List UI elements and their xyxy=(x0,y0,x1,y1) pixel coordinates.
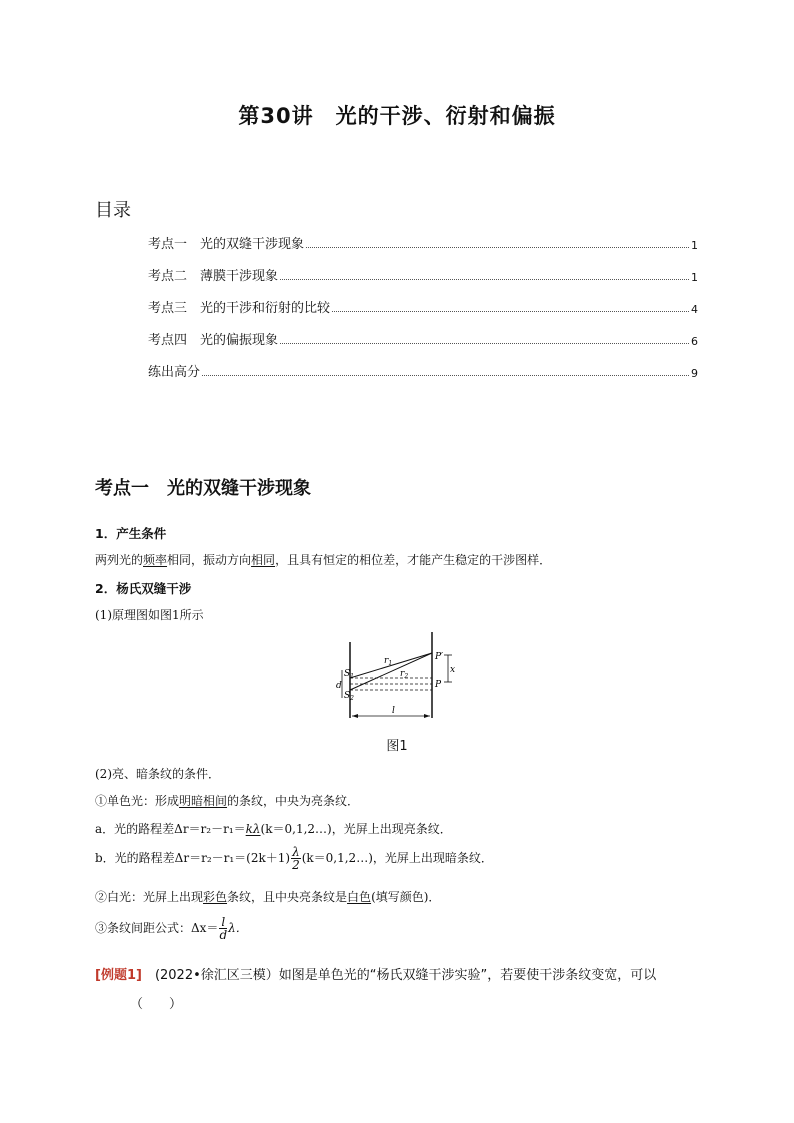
toc-item[interactable] xyxy=(148,298,698,316)
answer-blank: 频率 xyxy=(143,553,168,567)
label-s1: $S_1$ xyxy=(344,669,354,680)
text: 条纹，且中央亮条纹是 xyxy=(227,890,348,904)
text: 相同，振动方向 xyxy=(167,553,252,567)
toc-item-page: 1 xyxy=(691,271,698,284)
toc-heading: 目录 xyxy=(95,200,131,221)
toc-item-page: 6 xyxy=(691,335,698,348)
text: a．光的路程差Δr＝r₂－r₁＝ xyxy=(95,822,246,836)
subsection-title: 2．杨氏双缝干涉 xyxy=(95,581,192,596)
label-p-prime: P′ xyxy=(435,652,444,662)
toc-leader xyxy=(280,343,689,344)
numerator: l xyxy=(221,915,226,929)
paragraph-white xyxy=(95,888,440,905)
toc-item[interactable] xyxy=(148,330,698,348)
ray-r2 xyxy=(350,653,432,690)
paragraph-spacing xyxy=(95,916,248,941)
answer-blank: 相同 xyxy=(251,553,276,567)
label-s2: $S_2$ xyxy=(344,691,354,702)
page-title: 第30讲 光的干涉、衍射和偏振 xyxy=(238,104,556,128)
toc-leader xyxy=(202,375,689,376)
label-d: d xyxy=(336,681,342,691)
paragraph: (1)原理图如图1所示 xyxy=(95,608,204,622)
denominator: 2 xyxy=(292,858,300,872)
toc-leader xyxy=(306,247,689,248)
label-r2: $r_2$ xyxy=(400,669,409,680)
label-l: l xyxy=(392,706,395,716)
label-p: P xyxy=(435,680,442,690)
paragraph-bright xyxy=(95,820,452,837)
toc-item[interactable] xyxy=(148,362,698,380)
text: (k＝0,1,2…)，光屏上出现暗条纹． xyxy=(301,851,493,865)
toc-item-page: 9 xyxy=(691,367,698,380)
text: ③条纹间距公式：Δx＝ xyxy=(95,921,219,935)
text: (填写颜色)． xyxy=(371,890,441,904)
text: ①单色光：形成 xyxy=(95,794,180,808)
denominator: d xyxy=(219,928,228,942)
subsection-title: 1．产生条件 xyxy=(95,526,167,541)
section-heading: 考点一 光的双缝干涉现象 xyxy=(95,478,311,499)
text: 的条纹，中央为亮条纹． xyxy=(227,794,360,808)
double-slit-diagram xyxy=(330,630,470,730)
text: λ． xyxy=(228,921,248,935)
label-r1: $r_1$ xyxy=(384,656,393,667)
answer-blank: 明暗相间 xyxy=(179,794,228,808)
text: b．光的路程差Δr＝r₂－r₁＝(2k＋1) xyxy=(95,851,291,865)
example-question xyxy=(95,964,656,983)
toc-item[interactable] xyxy=(148,266,698,284)
answer-blank: 彩色 xyxy=(203,890,228,904)
example-tag: [例题1] xyxy=(95,968,142,983)
toc-item-label: 练出高分 xyxy=(148,365,201,380)
toc-item-label: 考点三 光的干涉和衍射的比较 xyxy=(148,301,331,316)
fraction xyxy=(291,846,301,871)
toc-item-label: 考点四 光的偏振现象 xyxy=(148,333,279,348)
text: ，且具有恒定的相位差，才能产生稳定的干涉图样． xyxy=(275,553,552,567)
figure-caption: 图1 xyxy=(386,739,408,754)
answer-blank: 白色 xyxy=(347,890,372,904)
fraction xyxy=(219,916,227,941)
text: (k＝0,1,2…)，光屏上出现亮条纹． xyxy=(260,822,452,836)
paragraph-conditions xyxy=(95,551,551,568)
paragraph-mono xyxy=(95,792,359,809)
toc-leader xyxy=(332,311,689,312)
text: 两列光的 xyxy=(95,553,144,567)
text: ②白光：光屏上出现 xyxy=(95,890,204,904)
paragraph: (2)亮、暗条纹的条件． xyxy=(95,767,220,781)
toc-item-label: 考点二 薄膜干涉现象 xyxy=(148,269,279,284)
paragraph-dark xyxy=(95,846,493,871)
toc-item-page: 4 xyxy=(691,303,698,316)
toc-item[interactable] xyxy=(148,234,698,252)
example-text: (2022•徐汇区三模）如图是单色光的“杨氏双缝干涉实验”，若要使干涉条纹变宽，可以 xyxy=(141,968,657,983)
label-x: x xyxy=(450,665,456,675)
answer-paren[interactable]: （ ） xyxy=(130,997,183,1012)
toc-item-label: 考点一 光的双缝干涉现象 xyxy=(148,237,305,252)
toc-leader xyxy=(280,279,689,280)
numerator: λ xyxy=(292,845,300,859)
toc-item-page: 1 xyxy=(691,239,698,252)
answer-blank: kλ xyxy=(245,822,261,836)
